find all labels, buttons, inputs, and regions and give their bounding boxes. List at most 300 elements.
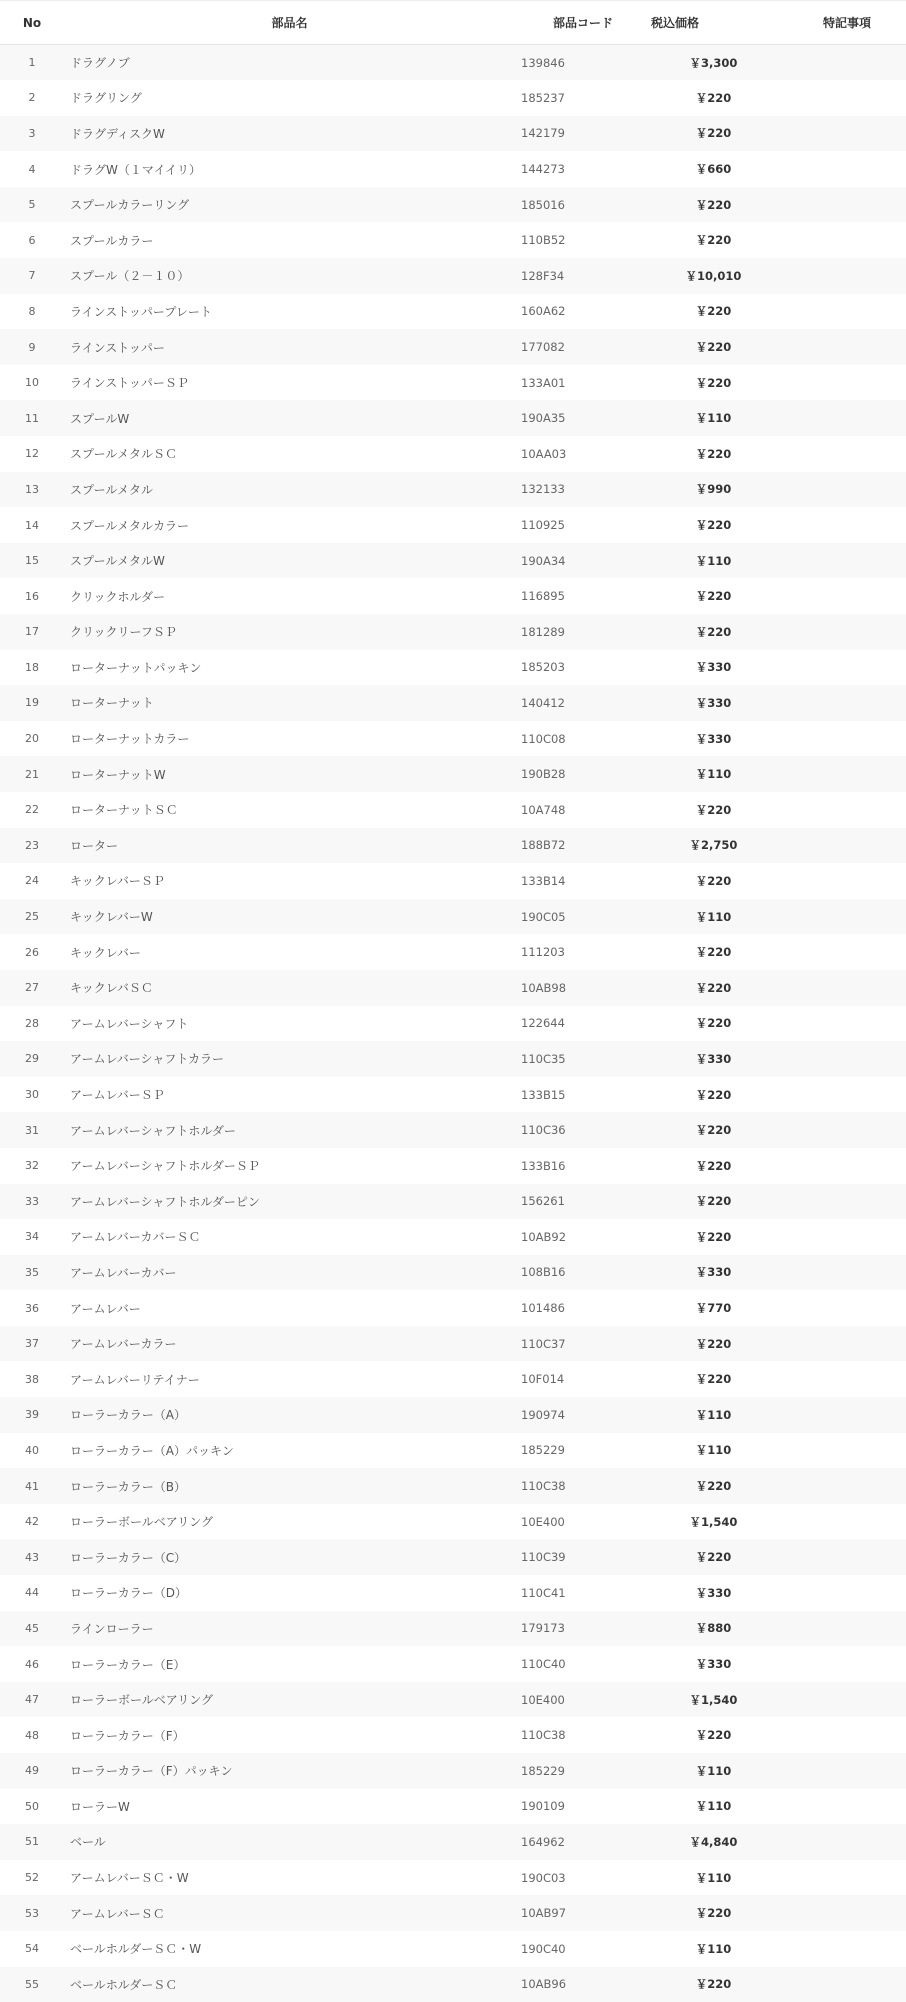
row-part-code: 177082 <box>515 329 651 365</box>
row-part-name: アームレバーカバー <box>64 1255 515 1291</box>
row-part-code: 160A62 <box>515 294 651 330</box>
row-note <box>776 863 906 899</box>
row-note <box>776 650 906 686</box>
row-price: ￥2,750 <box>651 828 776 864</box>
row-price: ￥220 <box>651 1219 776 1255</box>
row-part-name: ベールホルダーＳＣ <box>64 1967 515 2002</box>
row-part-name: ローラーボールベアリング <box>64 1504 515 1540</box>
row-no: 40 <box>0 1433 64 1469</box>
row-part-name: ローターナットパッキン <box>64 650 515 686</box>
row-no: 31 <box>0 1112 64 1148</box>
row-part-code: 116895 <box>515 578 651 614</box>
row-part-code: 133B14 <box>515 863 651 899</box>
table-row <box>0 400 906 436</box>
row-part-code: 110C39 <box>515 1539 651 1575</box>
row-part-code: 181289 <box>515 614 651 650</box>
row-part-code: 10E400 <box>515 1504 651 1540</box>
row-no: 29 <box>0 1041 64 1077</box>
row-part-name: ベールホルダーＳＣ・W <box>64 1931 515 1967</box>
row-no: 55 <box>0 1967 64 2002</box>
row-no: 43 <box>0 1539 64 1575</box>
row-note <box>776 1255 906 1291</box>
row-price: ￥990 <box>651 472 776 508</box>
row-note <box>776 80 906 116</box>
table-row <box>0 1860 906 1896</box>
row-price: ￥220 <box>651 792 776 828</box>
row-price: ￥330 <box>651 1575 776 1611</box>
row-price: ￥110 <box>651 1433 776 1469</box>
row-part-name: ローラーカラー（F） <box>64 1717 515 1753</box>
row-part-code: 133A01 <box>515 365 651 401</box>
row-note <box>776 970 906 1006</box>
row-no: 45 <box>0 1611 64 1647</box>
row-part-code: 110C41 <box>515 1575 651 1611</box>
row-note <box>776 543 906 579</box>
row-part-code: 10AB96 <box>515 1967 651 2002</box>
row-note <box>776 1041 906 1077</box>
row-no: 48 <box>0 1717 64 1753</box>
row-part-name: スプール（２－１０） <box>64 258 515 294</box>
row-part-code: 101486 <box>515 1290 651 1326</box>
table-row <box>0 650 906 686</box>
row-no: 37 <box>0 1326 64 1362</box>
table-row <box>0 1504 906 1540</box>
row-note <box>776 436 906 472</box>
row-part-code: 110B52 <box>515 222 651 258</box>
row-price: ￥660 <box>651 151 776 187</box>
table-row <box>0 472 906 508</box>
row-part-code: 10F014 <box>515 1361 651 1397</box>
row-part-name: ドラグリング <box>64 80 515 116</box>
row-price: ￥220 <box>651 294 776 330</box>
row-part-code: 110C40 <box>515 1646 651 1682</box>
row-part-code: 110C36 <box>515 1112 651 1148</box>
row-note <box>776 187 906 223</box>
row-part-code: 10E400 <box>515 1682 651 1718</box>
row-price: ￥220 <box>651 1468 776 1504</box>
row-part-name: キックレバＳＣ <box>64 970 515 1006</box>
row-no: 24 <box>0 863 64 899</box>
row-price: ￥110 <box>651 1789 776 1825</box>
row-note <box>776 1753 906 1789</box>
row-part-code: 190974 <box>515 1397 651 1433</box>
row-part-name: ローラーカラー（B） <box>64 1468 515 1504</box>
row-note <box>776 721 906 757</box>
row-note <box>776 1611 906 1647</box>
row-part-name: アームレバーシャフトホルダーピン <box>64 1184 515 1220</box>
row-price: ￥220 <box>651 970 776 1006</box>
table-row <box>0 1112 906 1148</box>
row-part-name: アームレバーカラー <box>64 1326 515 1362</box>
row-no: 22 <box>0 792 64 828</box>
row-note <box>776 400 906 436</box>
row-price: ￥330 <box>651 1041 776 1077</box>
row-note <box>776 614 906 650</box>
row-note <box>776 258 906 294</box>
table-row <box>0 1824 906 1860</box>
row-part-name: ベール <box>64 1824 515 1860</box>
row-no: 2 <box>0 80 64 116</box>
table-row <box>0 436 906 472</box>
row-price: ￥330 <box>651 685 776 721</box>
row-part-name: ラインローラー <box>64 1611 515 1647</box>
row-part-code: 110C38 <box>515 1468 651 1504</box>
row-part-name: アームレバーシャフト <box>64 1006 515 1042</box>
row-no: 27 <box>0 970 64 1006</box>
row-price: ￥220 <box>651 1361 776 1397</box>
row-note <box>776 1077 906 1113</box>
row-no: 41 <box>0 1468 64 1504</box>
row-no: 39 <box>0 1397 64 1433</box>
row-part-name: ローラーカラー（A）パッキン <box>64 1433 515 1469</box>
row-note <box>776 1895 906 1931</box>
table-row <box>0 578 906 614</box>
row-part-name: スプールメタルＳＣ <box>64 436 515 472</box>
row-part-name: アームレバーリテイナー <box>64 1361 515 1397</box>
row-price: ￥110 <box>651 1397 776 1433</box>
row-part-name: ラインストッパー <box>64 329 515 365</box>
row-no: 30 <box>0 1077 64 1113</box>
row-note <box>776 1646 906 1682</box>
row-part-code: 122644 <box>515 1006 651 1042</box>
row-price: ￥220 <box>651 1112 776 1148</box>
table-row <box>0 1397 906 1433</box>
row-part-code: 190A35 <box>515 400 651 436</box>
row-note <box>776 828 906 864</box>
row-note <box>776 1860 906 1896</box>
table-row <box>0 1361 906 1397</box>
row-note <box>776 1504 906 1540</box>
row-part-code: 10AB92 <box>515 1219 651 1255</box>
row-part-name: キックレバー <box>64 934 515 970</box>
row-price: ￥770 <box>651 1290 776 1326</box>
row-no: 51 <box>0 1824 64 1860</box>
row-no: 26 <box>0 934 64 970</box>
table-row <box>0 1895 906 1931</box>
row-part-code: 190A34 <box>515 543 651 579</box>
row-price: ￥880 <box>651 1611 776 1647</box>
table-row <box>0 1753 906 1789</box>
row-part-name: ドラグディスクW <box>64 116 515 152</box>
table-row <box>0 1148 906 1184</box>
row-part-code: 156261 <box>515 1184 651 1220</box>
row-note <box>776 1397 906 1433</box>
row-part-name: クリックホルダー <box>64 578 515 614</box>
row-part-code: 110925 <box>515 507 651 543</box>
row-no: 18 <box>0 650 64 686</box>
row-no: 33 <box>0 1184 64 1220</box>
row-no: 46 <box>0 1646 64 1682</box>
row-note <box>776 756 906 792</box>
row-part-code: 185229 <box>515 1433 651 1469</box>
row-part-code: 111203 <box>515 934 651 970</box>
row-part-code: 10AB97 <box>515 1895 651 1931</box>
row-part-code: 10AB98 <box>515 970 651 1006</box>
row-price: ￥220 <box>651 934 776 970</box>
table-row <box>0 828 906 864</box>
row-price: ￥220 <box>651 329 776 365</box>
row-part-code: 110C37 <box>515 1326 651 1362</box>
header-price: 税込価格 <box>651 1 776 45</box>
row-part-code: 133B16 <box>515 1148 651 1184</box>
row-part-code: 164962 <box>515 1824 651 1860</box>
row-part-name: アームレバーＳＣ <box>64 1895 515 1931</box>
table-row <box>0 863 906 899</box>
row-price: ￥4,840 <box>651 1824 776 1860</box>
header-part-code: 部品コード <box>515 1 651 45</box>
row-note <box>776 1112 906 1148</box>
table-row <box>0 1575 906 1611</box>
row-note <box>776 1967 906 2002</box>
table-row <box>0 1255 906 1291</box>
table-row <box>0 329 906 365</box>
row-note <box>776 365 906 401</box>
row-part-name: アームレバーシャフトカラー <box>64 1041 515 1077</box>
row-part-name: ドラグノブ <box>64 45 515 81</box>
row-price: ￥3,300 <box>651 45 776 81</box>
row-no: 10 <box>0 365 64 401</box>
row-price: ￥220 <box>651 1326 776 1362</box>
row-no: 54 <box>0 1931 64 1967</box>
row-no: 15 <box>0 543 64 579</box>
row-no: 19 <box>0 685 64 721</box>
row-part-code: 144273 <box>515 151 651 187</box>
row-note <box>776 578 906 614</box>
row-price: ￥330 <box>651 721 776 757</box>
row-part-code: 185229 <box>515 1753 651 1789</box>
table-row <box>0 45 906 81</box>
row-no: 17 <box>0 614 64 650</box>
row-note <box>776 792 906 828</box>
table-row <box>0 80 906 116</box>
row-note <box>776 1148 906 1184</box>
row-note <box>776 1361 906 1397</box>
table-row <box>0 685 906 721</box>
row-price: ￥220 <box>651 1895 776 1931</box>
row-price: ￥220 <box>651 436 776 472</box>
row-no: 1 <box>0 45 64 81</box>
row-no: 16 <box>0 578 64 614</box>
row-price: ￥220 <box>651 116 776 152</box>
row-no: 13 <box>0 472 64 508</box>
row-part-name: ローター <box>64 828 515 864</box>
row-no: 9 <box>0 329 64 365</box>
table-row <box>0 258 906 294</box>
row-part-code: 190C05 <box>515 899 651 935</box>
row-part-name: アームレバーシャフトホルダーＳＰ <box>64 1148 515 1184</box>
table-row <box>0 756 906 792</box>
row-part-name: ローラーボールベアリング <box>64 1682 515 1718</box>
row-part-code: 190B28 <box>515 756 651 792</box>
row-part-name: アームレバーＳＣ・W <box>64 1860 515 1896</box>
row-part-code: 110C38 <box>515 1717 651 1753</box>
row-no: 8 <box>0 294 64 330</box>
row-price: ￥110 <box>651 1931 776 1967</box>
row-note <box>776 1468 906 1504</box>
row-price: ￥10,010 <box>651 258 776 294</box>
row-no: 44 <box>0 1575 64 1611</box>
table-row <box>0 721 906 757</box>
row-no: 36 <box>0 1290 64 1326</box>
row-price: ￥220 <box>651 1539 776 1575</box>
row-price: ￥220 <box>651 222 776 258</box>
row-price: ￥220 <box>651 507 776 543</box>
row-part-name: アームレバー <box>64 1290 515 1326</box>
row-part-code: 108B16 <box>515 1255 651 1291</box>
row-price: ￥220 <box>651 365 776 401</box>
row-part-name: スプールメタルW <box>64 543 515 579</box>
row-price: ￥110 <box>651 1753 776 1789</box>
row-price: ￥220 <box>651 614 776 650</box>
header-part-name: 部品名 <box>64 1 515 45</box>
row-note <box>776 507 906 543</box>
row-part-name: ラインストッパープレート <box>64 294 515 330</box>
row-part-code: 128F34 <box>515 258 651 294</box>
row-part-code: 132133 <box>515 472 651 508</box>
row-note <box>776 294 906 330</box>
row-part-code: 190109 <box>515 1789 651 1825</box>
row-note <box>776 934 906 970</box>
row-price: ￥220 <box>651 1717 776 1753</box>
table-row <box>0 614 906 650</box>
row-part-code: 10A748 <box>515 792 651 828</box>
table-row <box>0 1717 906 1753</box>
table-row <box>0 365 906 401</box>
row-price: ￥330 <box>651 1255 776 1291</box>
table-row <box>0 1077 906 1113</box>
row-price: ￥1,540 <box>651 1682 776 1718</box>
table-row <box>0 151 906 187</box>
table-row <box>0 1967 906 2002</box>
row-no: 34 <box>0 1219 64 1255</box>
row-note <box>776 1326 906 1362</box>
row-no: 53 <box>0 1895 64 1931</box>
row-note <box>776 1184 906 1220</box>
row-note <box>776 151 906 187</box>
row-note <box>776 222 906 258</box>
row-price: ￥220 <box>651 187 776 223</box>
row-no: 21 <box>0 756 64 792</box>
row-part-code: 185203 <box>515 650 651 686</box>
row-part-name: ラインストッパーＳＰ <box>64 365 515 401</box>
row-price: ￥220 <box>651 1077 776 1113</box>
row-part-code: 142179 <box>515 116 651 152</box>
row-no: 7 <box>0 258 64 294</box>
table-row <box>0 1789 906 1825</box>
row-note <box>776 472 906 508</box>
row-part-name: ローターナットW <box>64 756 515 792</box>
row-price: ￥330 <box>651 1646 776 1682</box>
row-part-name: スプールカラーリング <box>64 187 515 223</box>
table-header-row <box>0 1 906 45</box>
row-no: 20 <box>0 721 64 757</box>
row-note <box>776 1219 906 1255</box>
table-row <box>0 1433 906 1469</box>
row-part-name: ローラーカラー（A） <box>64 1397 515 1433</box>
table-row <box>0 187 906 223</box>
row-part-name: スプールメタルカラー <box>64 507 515 543</box>
table-row <box>0 1539 906 1575</box>
row-price: ￥220 <box>651 1184 776 1220</box>
row-note <box>776 1290 906 1326</box>
row-price: ￥1,540 <box>651 1504 776 1540</box>
row-no: 3 <box>0 116 64 152</box>
row-price: ￥220 <box>651 1006 776 1042</box>
row-part-name: アームレバーシャフトホルダー <box>64 1112 515 1148</box>
row-part-name: キックレバーW <box>64 899 515 935</box>
row-part-name: ドラグW（１マイイリ） <box>64 151 515 187</box>
row-part-name: スプールカラー <box>64 222 515 258</box>
row-part-name: ローターナットカラー <box>64 721 515 757</box>
row-no: 25 <box>0 899 64 935</box>
row-part-name: スプールメタル <box>64 472 515 508</box>
row-price: ￥110 <box>651 400 776 436</box>
row-part-name: キックレバーＳＰ <box>64 863 515 899</box>
row-no: 52 <box>0 1860 64 1896</box>
row-part-code: 133B15 <box>515 1077 651 1113</box>
row-part-code: 185016 <box>515 187 651 223</box>
row-part-code: 188B72 <box>515 828 651 864</box>
table-row <box>0 1041 906 1077</box>
row-note <box>776 1682 906 1718</box>
table-row <box>0 543 906 579</box>
row-no: 4 <box>0 151 64 187</box>
table-body <box>0 45 906 2002</box>
table-row <box>0 970 906 1006</box>
row-no: 11 <box>0 400 64 436</box>
row-part-code: 140412 <box>515 685 651 721</box>
table-row <box>0 1646 906 1682</box>
row-part-code: 190C40 <box>515 1931 651 1967</box>
row-note <box>776 1539 906 1575</box>
row-price: ￥110 <box>651 756 776 792</box>
row-no: 42 <box>0 1504 64 1540</box>
row-part-code: 179173 <box>515 1611 651 1647</box>
row-note <box>776 1931 906 1967</box>
row-part-name: ローターナットＳＣ <box>64 792 515 828</box>
row-part-name: ローラーカラー（E） <box>64 1646 515 1682</box>
row-note <box>776 899 906 935</box>
row-part-name: アームレバーカバーＳＣ <box>64 1219 515 1255</box>
row-note <box>776 1789 906 1825</box>
table-row <box>0 1326 906 1362</box>
row-note <box>776 1717 906 1753</box>
table-row <box>0 507 906 543</box>
table-row <box>0 294 906 330</box>
table-row <box>0 1611 906 1647</box>
table-row <box>0 1682 906 1718</box>
row-price: ￥220 <box>651 1967 776 2002</box>
row-note <box>776 1006 906 1042</box>
row-part-name: ローラーW <box>64 1789 515 1825</box>
row-no: 14 <box>0 507 64 543</box>
row-price: ￥110 <box>651 1860 776 1896</box>
table-row <box>0 116 906 152</box>
row-price: ￥220 <box>651 80 776 116</box>
row-part-code: 10AA03 <box>515 436 651 472</box>
row-part-name: クリックリーフＳＰ <box>64 614 515 650</box>
row-price: ￥220 <box>651 578 776 614</box>
row-price: ￥110 <box>651 899 776 935</box>
row-part-name: ローラーカラー（F）パッキン <box>64 1753 515 1789</box>
row-part-name: ローターナット <box>64 685 515 721</box>
table-row <box>0 1184 906 1220</box>
row-no: 5 <box>0 187 64 223</box>
row-no: 35 <box>0 1255 64 1291</box>
table-row <box>0 1468 906 1504</box>
row-no: 28 <box>0 1006 64 1042</box>
row-note <box>776 116 906 152</box>
